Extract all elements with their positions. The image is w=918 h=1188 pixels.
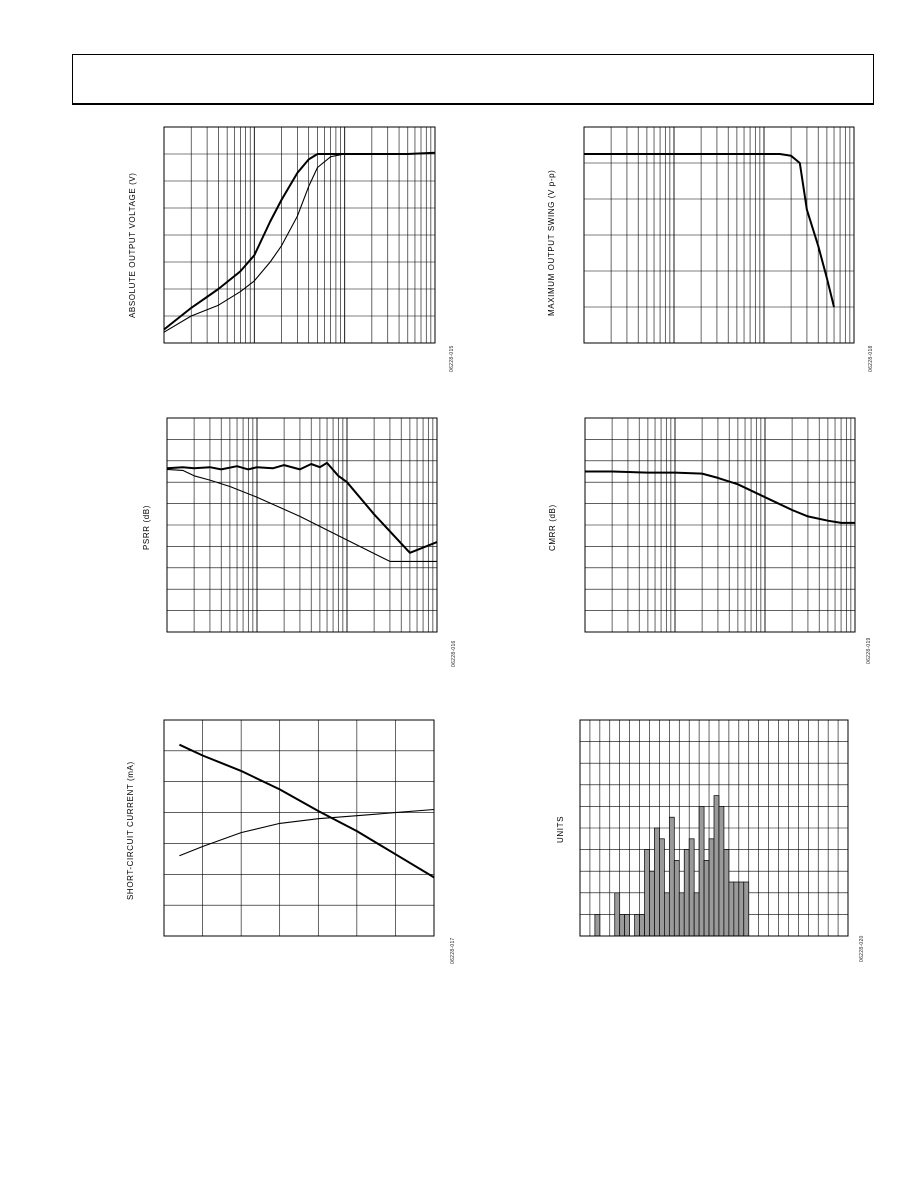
histogram-bar bbox=[664, 893, 669, 936]
series-line-1 bbox=[164, 153, 435, 330]
series-line-1 bbox=[585, 472, 855, 523]
histogram-bar bbox=[635, 914, 640, 936]
y-axis-label-absolute-output-voltage: ABSOLUTE OUTPUT VOLTAGE (V) bbox=[128, 172, 137, 318]
figure-id-1: 06228-015 bbox=[449, 345, 455, 372]
histogram-bar bbox=[684, 850, 689, 936]
histogram-bar bbox=[714, 796, 719, 936]
grid bbox=[164, 720, 434, 936]
histogram-bar bbox=[654, 828, 659, 936]
histogram-bar bbox=[640, 914, 645, 936]
histogram-bar bbox=[744, 882, 749, 936]
figure-id-6: 06228-020 bbox=[859, 935, 865, 962]
figure-id-4: 06228-019 bbox=[866, 637, 872, 664]
y-axis-label-short-circuit-current: SHORT-CIRCUIT CURRENT (mA) bbox=[126, 761, 135, 900]
chart-cmrr bbox=[585, 418, 855, 632]
histogram-bar bbox=[709, 839, 714, 936]
histogram-bar bbox=[719, 806, 724, 936]
histogram-bar bbox=[620, 914, 625, 936]
series-line-2 bbox=[164, 153, 435, 333]
series-line-1 bbox=[167, 463, 437, 553]
histogram-bar bbox=[699, 806, 704, 936]
y-axis-label-units: UNITS bbox=[556, 816, 565, 843]
figure-id-2: 06228-018 bbox=[868, 345, 874, 372]
histogram-bar bbox=[739, 882, 744, 936]
chart-absolute-output-voltage bbox=[164, 127, 435, 343]
chart-psrr bbox=[167, 418, 437, 632]
chart-units-histogram bbox=[580, 720, 848, 936]
y-axis-label-maximum-output-swing: MAXIMUM OUTPUT SWING (V p-p) bbox=[547, 169, 556, 316]
histogram-bar bbox=[734, 882, 739, 936]
histogram-bar bbox=[704, 860, 709, 936]
histogram-bar bbox=[724, 850, 729, 936]
histogram-bar bbox=[689, 839, 694, 936]
histogram-bar bbox=[729, 882, 734, 936]
grid bbox=[167, 418, 437, 632]
chart-short-circuit-current bbox=[164, 720, 434, 936]
grid bbox=[584, 127, 854, 343]
series-line-2 bbox=[167, 469, 437, 561]
histogram-bar bbox=[615, 893, 620, 936]
page-header-box bbox=[72, 54, 874, 105]
plot-frame bbox=[164, 720, 434, 936]
histogram-bar bbox=[625, 914, 630, 936]
series-line-2 bbox=[179, 810, 434, 856]
histogram-bar bbox=[694, 893, 699, 936]
y-axis-label-psrr: PSRR (dB) bbox=[142, 505, 151, 550]
figure-id-3: 06228-016 bbox=[451, 640, 457, 667]
histogram-bar bbox=[659, 839, 664, 936]
chart-maximum-output-swing bbox=[584, 127, 854, 343]
y-axis-label-cmrr: CMRR (dB) bbox=[548, 504, 557, 551]
histogram-bar bbox=[679, 893, 684, 936]
figure-id-5: 06228-017 bbox=[450, 937, 456, 964]
histogram-bar bbox=[674, 860, 679, 936]
grid bbox=[585, 418, 855, 632]
series-line-1 bbox=[179, 745, 434, 878]
series-line-1 bbox=[584, 154, 834, 307]
histogram-bar bbox=[649, 871, 654, 936]
histogram-bar bbox=[645, 850, 650, 936]
histogram-bar bbox=[669, 817, 674, 936]
histogram-bar bbox=[595, 914, 600, 936]
